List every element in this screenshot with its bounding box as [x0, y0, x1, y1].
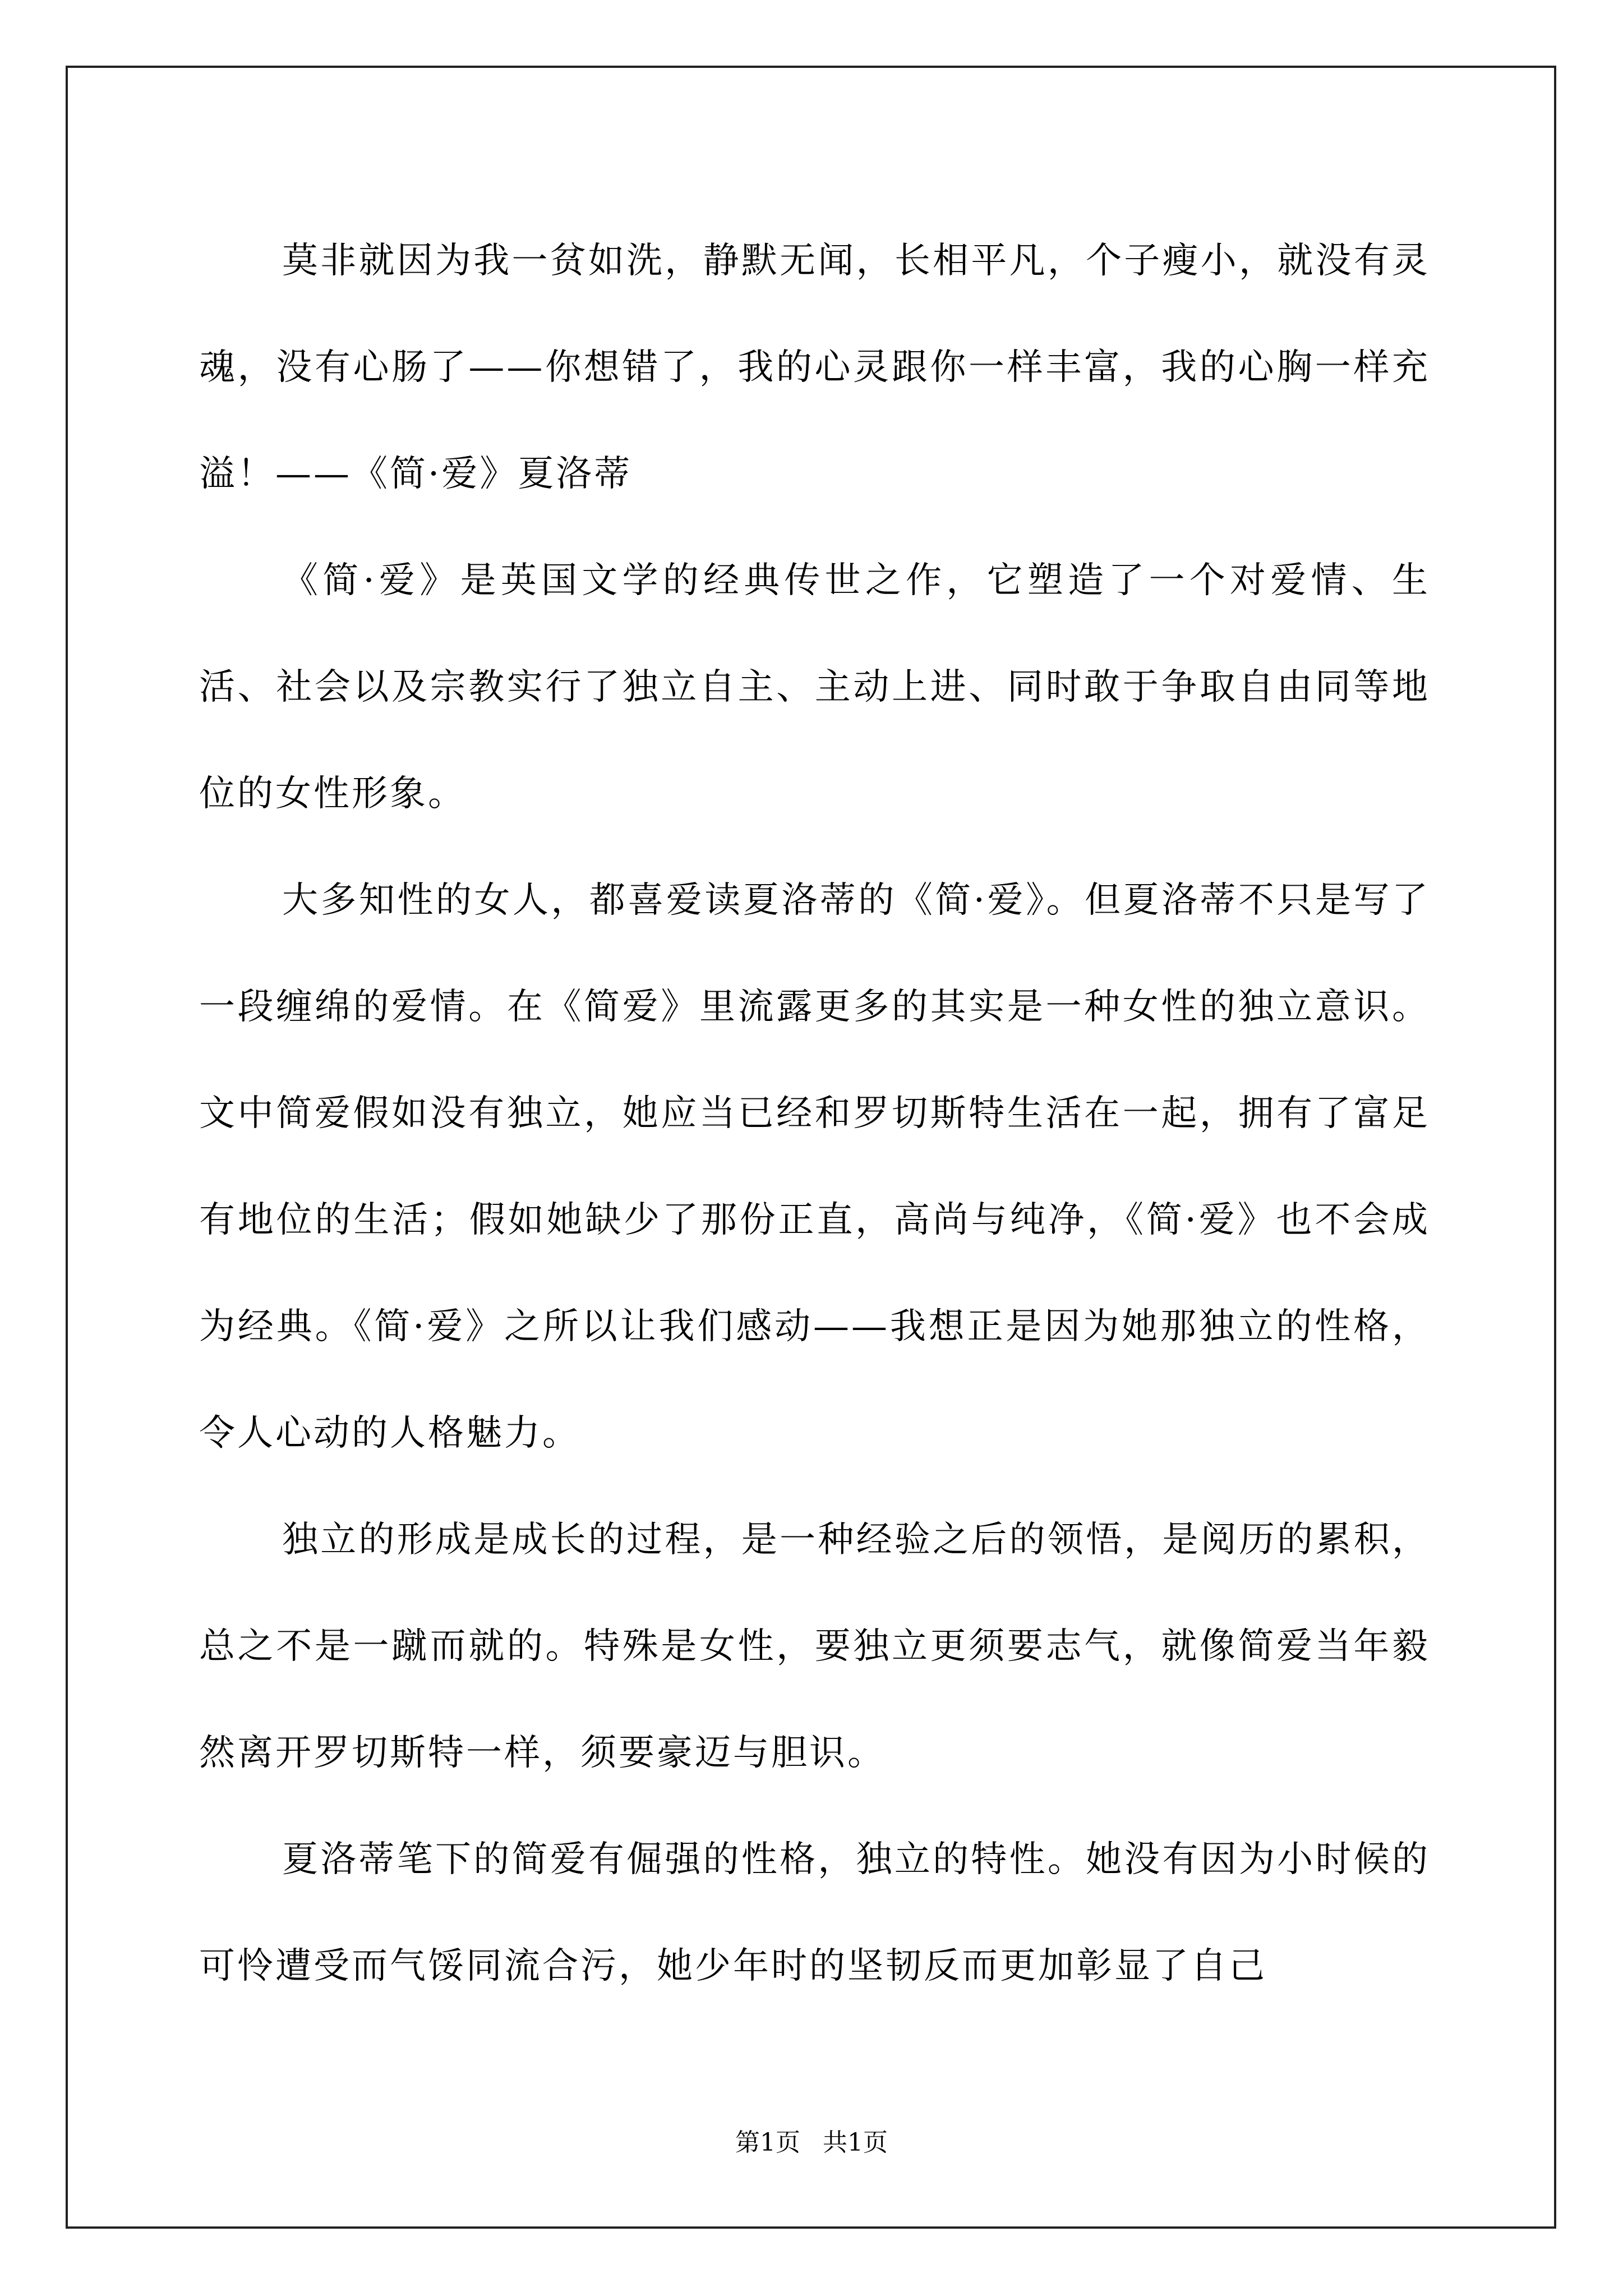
- paragraph: 独立的形成是成长的过程，是一种经验之后的领悟，是阅历的累积，总之不是一蹴而就的。特殊是女性，要独立更须要志气，就像简爱当年毅然离开罗切斯特一样，须要豪迈与胆识。: [199, 1519, 1430, 1774]
- paragraph: 莫非就因为我一贫如洗，静默无闻，长相平凡，个子瘦小，就没有灵魂，没有心肠了——你想错了，我的心灵跟你一样丰富，我的心胸一样充溢！——《简·爱》夏洛蒂: [199, 240, 1430, 495]
- paragraph: 夏洛蒂笔下的简爱有倔强的性格，独立的特性。她没有因为小时候的可怜遭受而气馁同流合污，她少年时的坚韧反而更加彰显了自己: [199, 1839, 1430, 1987]
- page-number: 第1页: [735, 2128, 800, 2157]
- page-footer: [0, 2126, 1623, 2160]
- paragraph: 大多知性的女人，都喜爱读夏洛蒂的《简·爱》。但夏洛蒂不只是写了一段缠绵的爱情。在《简爱》里流露更多的其实是一种女性的独立意识。文中简爱假如没有独立，她应当已经和罗切斯特生活在一起，拥有了富足有地位的生活；假如她缺少了那份正直，高尚与纯净，《简·爱》也不会成为经典。《简·爱》之所以让我们感动——我想正是因为她那独立的性格，令人心动的人格魅力。: [199, 880, 1430, 1454]
- paragraph: 《简·爱》是英国文学的经典传世之作，它塑造了一个对爱情、生活、社会以及宗教实行了独立自主、主动上进、同时敢于争取自由同等地位的女性形象。: [199, 560, 1430, 815]
- page-total: 共1页: [823, 2128, 888, 2157]
- document-body: [199, 208, 1430, 2019]
